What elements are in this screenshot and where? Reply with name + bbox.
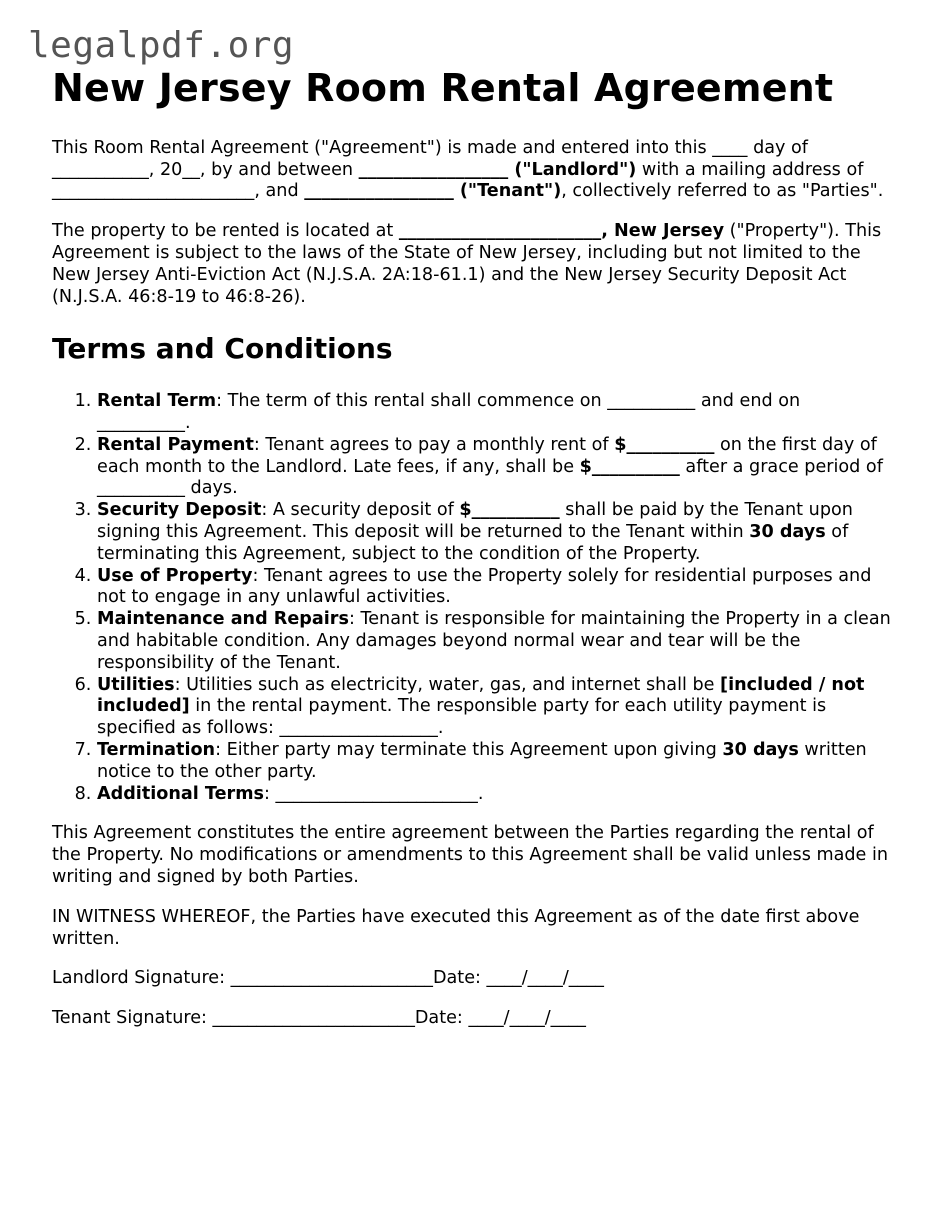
term-text: : Tenant agrees to pay a monthly rent of [253,434,615,455]
intro-text-3: , collectively referred to as "Parties". [561,181,884,202]
intro-text-1: This Room Rental Agreement ("Agreement") is made and entered into this ____ day of ___________, 20__, by and between [52,137,808,180]
term-text: of terminating this Agreement, subject to the condition of the Property. [97,521,849,564]
term-label: Use of Property [97,565,253,586]
term-rental-term [97,391,892,435]
term-additional [97,784,892,806]
witness-paragraph: IN WITNESS WHEREOF, the Parties have executed this Agreement as of the date first above written. [52,906,860,949]
property-text-2: ("Property"). This Agreement is subject to the laws of the State of New Jersey, including but not limited to the New Jersey Anti-Eviction Act (N.J.S.A. 2A:18-61.1) and the New Jersey Security Deposit Act (N.J.S.A. 46:8-19 to 46:8-26). [52,221,882,307]
landlord-label: ("Landlord") [508,159,637,180]
deposit-amount-blank: $__________ [459,500,560,521]
term-label: Security Deposit [97,500,262,521]
term-utilities [97,675,892,740]
tenant-name-blank: _________________ [304,181,454,202]
property-paragraph [52,221,892,308]
term-text: after a grace period of __________ days. [97,456,883,499]
document-title: New Jersey Room Rental Agreement [52,66,834,110]
term-text: : Tenant agrees to use the Property solely for residential purposes and not to engage in any unlawful activities. [97,565,872,608]
terms-heading: Terms and Conditions [52,332,393,366]
term-text: : Either party may terminate this Agreement upon giving [215,739,723,760]
term-termination [97,740,892,784]
term-text: : The term of this rental shall commence on __________ and end on __________. [97,391,801,433]
intro-text-2: with a mailing address of _______________________, and [52,159,864,202]
term-text: in the rental payment. The responsible party for each utility payment is specified as follows: __________________. [97,696,827,739]
term-text: on the first day of each month to the Landlord. Late fees, if any, shall be [97,434,877,477]
landlord-signature-line: Landlord Signature: _______________________Date: ____/____/____ [52,968,604,989]
notice-period: 30 days [722,739,799,760]
terms-list [52,391,892,805]
return-period: 30 days [749,521,826,542]
term-use-of-property [97,566,892,610]
term-label: Utilities [97,674,175,695]
document-body [52,68,892,1048]
term-text: shall be paid by the Tenant upon signing this Agreement. This deposit will be returned to the Tenant within [97,500,853,542]
term-label: Rental Payment [97,434,254,455]
tenant-label: ("Tenant") [453,181,562,202]
term-text: : _______________________. [264,783,484,804]
term-rental-payment [97,435,892,500]
term-text: : Tenant is responsible for maintaining the Property in a clean and habitable condition. Any damages beyond normal wear and tear will be the responsibility of the Tenant. [97,609,891,673]
intro-paragraph [52,138,892,203]
term-label: Maintenance and Repairs [97,609,349,630]
watermark: legalpdf.org [28,25,295,66]
property-text-1: The property to be rented is located at [52,221,399,242]
late-fee-blank: $__________ [579,456,680,477]
term-maintenance [97,609,892,674]
term-security-deposit [97,500,892,565]
term-label: Termination [97,739,216,760]
term-label: Rental Term [97,391,217,412]
term-text: : A security deposit of [261,500,460,521]
property-address-blank: _______________________, New Jersey [398,221,725,242]
landlord-name-blank: _________________ [358,159,509,180]
tenant-signature-line: Tenant Signature: _______________________Date: ____/____/____ [52,1008,586,1029]
utilities-option: [included / not included] [97,674,865,717]
term-text: written notice to the other party. [97,739,867,782]
rent-amount-blank: $__________ [614,434,715,455]
entire-agreement-paragraph: This Agreement constitutes the entire agreement between the Parties regarding the rental of the Property. No modifications or amendments to this Agreement shall be valid unless made in writing and signed by both Parties. [52,823,889,887]
term-text: : Utilities such as electricity, water, gas, and internet shall be [174,674,721,695]
term-label: Additional Terms [97,783,264,804]
